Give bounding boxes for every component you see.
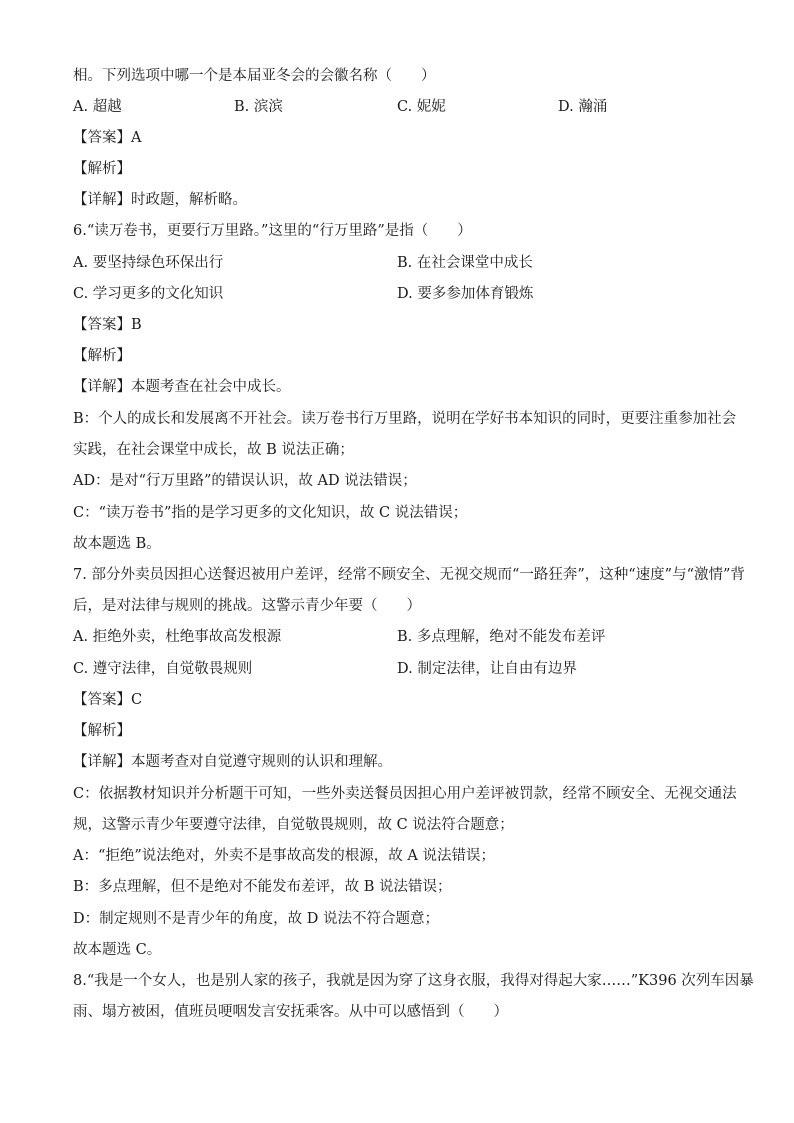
- q7-explain-line: D：制定规则不是青少年的角度，故 D 说法不符合题意；: [73, 911, 439, 927]
- q7-analysis: 【解析】: [73, 723, 131, 739]
- q5-option-c: C. 妮妮: [397, 99, 446, 115]
- q6-explain-line: B：个人的成长和发展离不开社会。读万卷书行万里路，说明在学好书本知识的同时，更要注重参加社会: [73, 411, 737, 427]
- q5-option-b: B. 滨滨: [234, 99, 283, 115]
- q5-option-d: D. 瀚涌: [558, 99, 608, 115]
- q6-option-b: B. 在社会课堂中成长: [397, 255, 533, 271]
- q7-explain-line: 规，这警示青少年要遵守法律，自觉敬畏规则，故 C 说法符合题意；: [73, 817, 514, 833]
- q5-option-a: A. 超越: [73, 99, 122, 115]
- q6-option-d: D. 要多参加体育锻炼: [397, 286, 534, 302]
- q5-stem: 相。下列选项中哪一个是本届亚冬会的会徽名称（ ）: [73, 68, 436, 84]
- q5-analysis: 【解析】: [73, 161, 131, 177]
- q7-option-d: D. 制定法律，让自由有边界: [397, 661, 577, 677]
- q6-option-a: A. 要坚持绿色环保出行: [73, 255, 224, 271]
- q7-conclusion: 故本题选 C。: [73, 942, 162, 958]
- q6-explain-line: AD：是对“行万里路”的错误认识，故 AD 说法错误；: [73, 473, 417, 489]
- q6-explain-line: 实践，在社会课堂中成长，故 B 说法正确；: [73, 442, 354, 458]
- q5-detail: 【详解】时政题，解析略。: [73, 192, 247, 208]
- q8-stem-line: 雨、塌方被困，值班员哽咽发言安抚乘客。从中可以感悟到（ ）: [73, 1004, 508, 1020]
- q6-explain-line: C：“读万卷书”指的是学习更多的文化知识，故 C 说法错误；: [73, 505, 468, 521]
- q8-stem-line: 8.“我是一个女人，也是别人家的孩子，我就是因为穿了这身衣服，我得对得起大家……”K396 次列车因暴: [73, 973, 754, 989]
- q7-stem-line: 7. 部分外卖员因担心送餐迟被用户差评，经常不顾安全、无视交规而“一路狂奔”，这种“速度”与“激情”背: [73, 567, 745, 583]
- q7-stem-line: 后，是对法律与规则的挑战。这警示青少年要（ ）: [73, 598, 421, 614]
- q7-option-a: A. 拒绝外卖，杜绝事故高发根源: [73, 629, 282, 645]
- q6-detail: 【详解】本题考查在社会中成长。: [73, 379, 291, 395]
- q7-explain-line: C：依据教材知识并分析题干可知，一些外卖送餐员因担心用户差评被罚款，经常不顾安全、无视交通法: [73, 786, 737, 802]
- q6-stem: 6.“读万卷书，更要行万里路。”这里的“行万里路”是指（ ）: [73, 223, 472, 239]
- q7-answer: 【答案】C: [73, 692, 143, 708]
- q7-explain-line: A：“拒绝”说法绝对，外卖不是事故高发的根源，故 A 说法错误；: [73, 848, 495, 864]
- q5-answer: 【答案】A: [73, 130, 142, 146]
- q7-detail: 【详解】本题考查对自觉遵守规则的认识和理解。: [73, 754, 392, 770]
- q7-explain-line: B：多点理解，但不是绝对不能发布差评，故 B 说法错误；: [73, 879, 452, 895]
- q6-analysis: 【解析】: [73, 348, 131, 364]
- q7-option-b: B. 多点理解，绝对不能发布差评: [397, 629, 606, 645]
- q7-option-c: C. 遵守法律，自觉敬畏规则: [73, 661, 253, 677]
- q6-option-c: C. 学习更多的文化知识: [73, 286, 224, 302]
- q6-answer: 【答案】B: [73, 317, 142, 333]
- q6-conclusion: 故本题选 B。: [73, 536, 161, 552]
